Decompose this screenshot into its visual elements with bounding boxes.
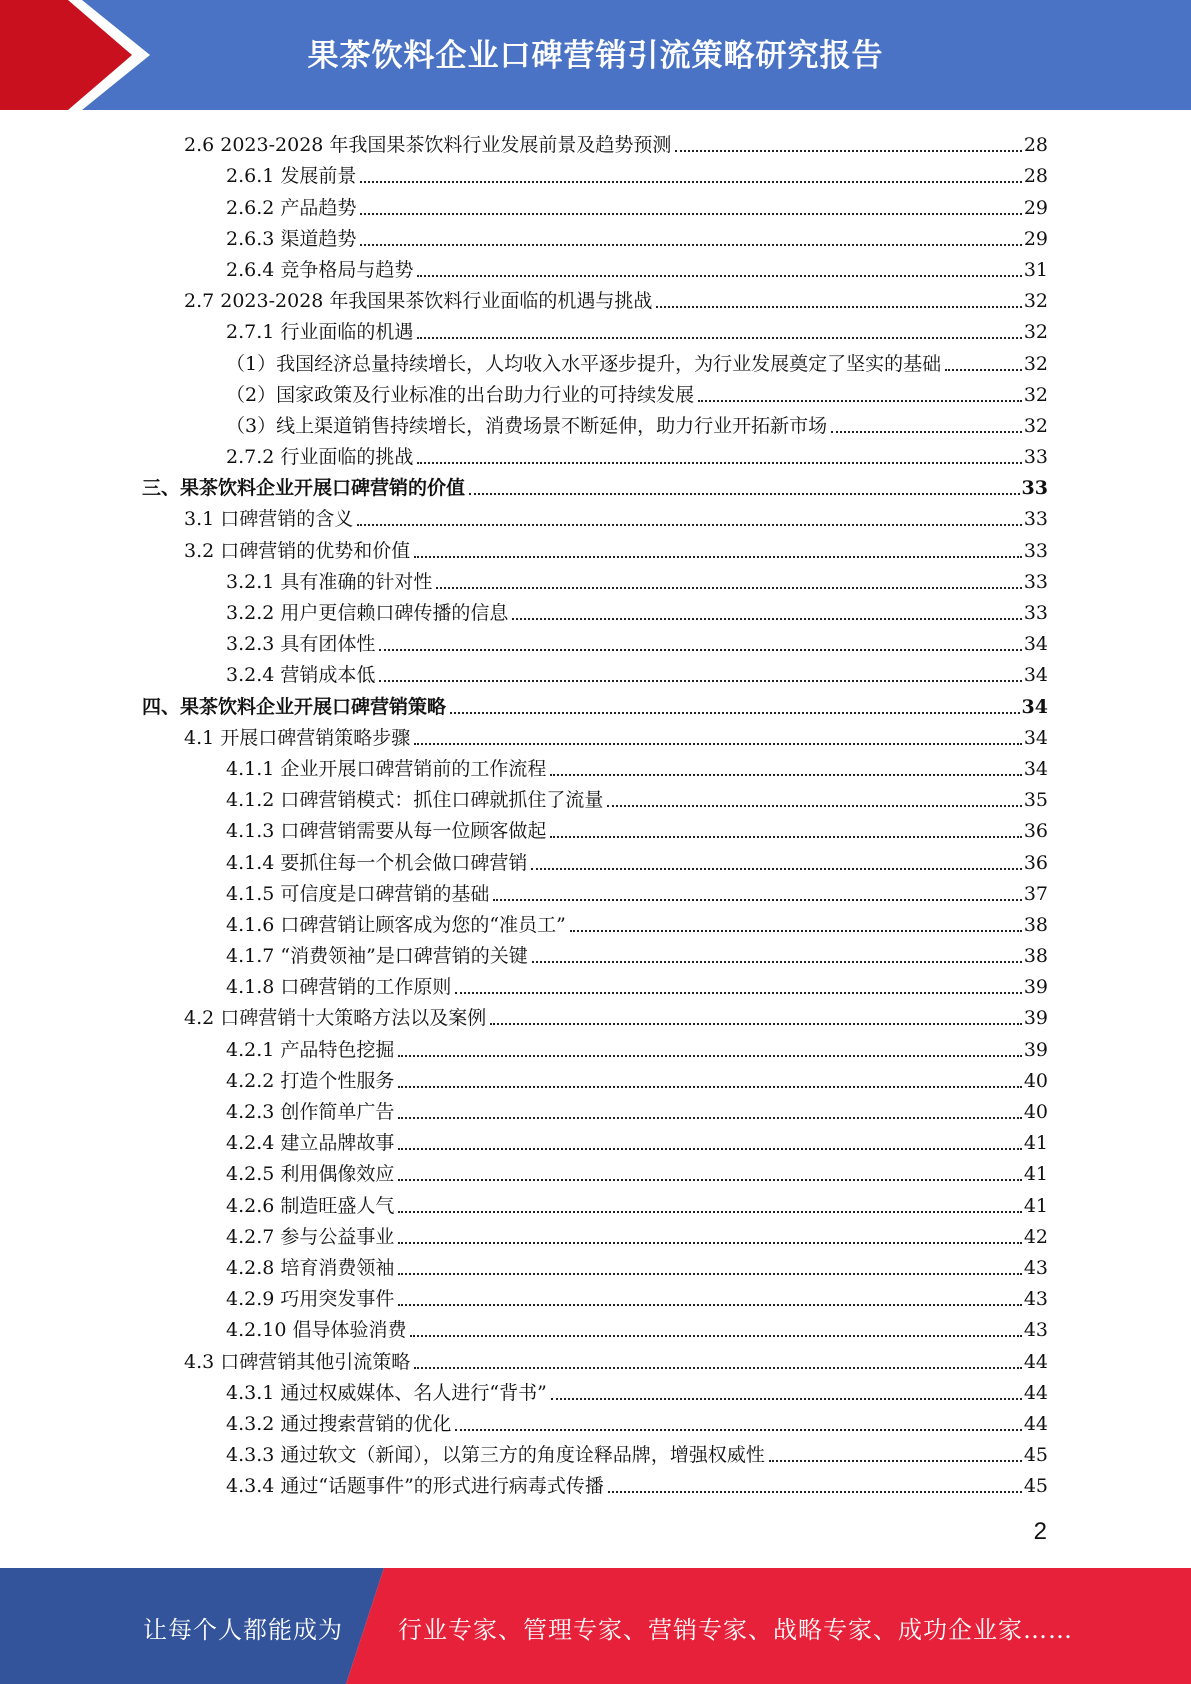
toc-entry[interactable] (142, 313, 1048, 344)
toc-entry-page: 43 (1023, 1319, 1048, 1342)
toc-entry[interactable] (142, 968, 1048, 999)
toc-dot-leader (417, 337, 1021, 339)
toc-entry-title: 4.1.8 口碑营销的工作原则 (226, 976, 452, 999)
toc-entry-title: 4.2.8 培育消费领袖 (226, 1256, 395, 1279)
toc-entry[interactable] (142, 1249, 1048, 1280)
toc-entry[interactable] (142, 438, 1048, 469)
toc-dot-leader (417, 275, 1021, 277)
toc-entry-page: 28 (1023, 165, 1048, 188)
toc-entry-title: 3.2.1 具有准确的针对性 (226, 570, 433, 593)
toc-entry-page: 43 (1023, 1288, 1048, 1311)
toc-entry-title: 2.7.1 行业面临的机遇 (226, 321, 414, 344)
toc-entry[interactable] (142, 563, 1048, 594)
toc-dot-leader (398, 1179, 1021, 1181)
toc-entry[interactable] (142, 750, 1048, 781)
toc-entry[interactable] (142, 1311, 1048, 1342)
toc-entry-page: 33 (1023, 508, 1048, 531)
toc-dot-leader (656, 306, 1021, 308)
toc-entry-title: （1）我国经济总量持续增长，人均收入水平逐步提升，为行业发展奠定了坚实的基础 (226, 352, 942, 375)
toc-entry[interactable] (142, 937, 1048, 968)
toc-dot-leader (410, 1335, 1021, 1337)
table-of-contents (142, 126, 1048, 1498)
toc-dot-leader (469, 493, 1020, 495)
toc-entry-title: 2.7.2 行业面临的挑战 (226, 446, 414, 469)
toc-entry-page: 41 (1023, 1132, 1048, 1155)
toc-entry-page: 34 (1023, 757, 1048, 780)
toc-dot-leader (398, 1273, 1021, 1275)
toc-entry-page: 32 (1023, 414, 1048, 437)
toc-dot-leader (550, 774, 1021, 776)
toc-entry-title: （2）国家政策及行业标准的出台助力行业的可持续发展 (226, 383, 695, 406)
toc-entry-page: 38 (1023, 913, 1048, 936)
toc-entry-title: 4.3.1 通过权威媒体、名人进行“背书” (226, 1381, 547, 1404)
toc-dot-leader (360, 213, 1021, 215)
toc-entry[interactable] (142, 843, 1048, 874)
toc-entry[interactable] (142, 500, 1048, 531)
toc-entry[interactable] (142, 1374, 1048, 1405)
toc-entry-page: 44 (1023, 1381, 1048, 1404)
toc-dot-leader (414, 556, 1022, 558)
toc-dot-leader (398, 1242, 1021, 1244)
toc-entry[interactable] (142, 687, 1048, 718)
toc-entry[interactable] (142, 220, 1048, 251)
toc-dot-leader (769, 1460, 1022, 1462)
toc-entry-page: 29 (1023, 227, 1048, 250)
toc-entry-page: 39 (1023, 976, 1048, 999)
toc-entry[interactable] (142, 1436, 1048, 1467)
toc-entry-title: 4.2.1 产品特色挖掘 (226, 1038, 395, 1061)
toc-dot-leader (398, 1304, 1021, 1306)
toc-dot-leader (550, 836, 1021, 838)
toc-entry-title: 4.3.2 通过搜索营销的优化 (226, 1412, 452, 1435)
toc-entry-title: 3.2.3 具有团体性 (226, 633, 376, 656)
toc-entry-page: 33 (1023, 602, 1048, 624)
toc-entry-title: 2.7 2023-2028 年我国果茶饮料行业面临的机遇与挑战 (184, 290, 653, 313)
toc-entry-page: 41 (1023, 1194, 1048, 1217)
toc-entry[interactable] (142, 719, 1048, 750)
toc-entry-page: 45 (1023, 1444, 1048, 1467)
toc-dot-leader (414, 743, 1022, 745)
toc-dot-leader (490, 1023, 1022, 1025)
footer-slogan-right: 行业专家、管理专家、营销专家、战略专家、成功企业家…… (398, 1616, 1073, 1644)
toc-entry[interactable] (142, 1062, 1048, 1093)
toc-entry-title: 4.2.4 建立品牌故事 (226, 1132, 395, 1155)
toc-dot-leader (607, 805, 1021, 807)
toc-entry-title: 4.2.9 巧用突发事件 (226, 1288, 395, 1311)
toc-entry[interactable] (142, 1155, 1048, 1186)
toc-dot-leader (531, 868, 1021, 870)
toc-dot-leader (360, 181, 1021, 183)
toc-entry-title: 三、果茶饮料企业开展口碑营销的价值 (142, 477, 466, 500)
toc-dot-leader (414, 1367, 1022, 1369)
toc-entry-page: 37 (1023, 882, 1048, 905)
toc-dot-leader (379, 649, 1021, 651)
toc-entry-page: 33 (1023, 539, 1048, 562)
toc-entry[interactable] (142, 469, 1048, 500)
toc-entry[interactable] (142, 999, 1048, 1030)
toc-dot-leader (532, 961, 1022, 963)
toc-entry[interactable] (142, 1186, 1048, 1217)
toc-dot-leader (398, 1117, 1021, 1119)
toc-dot-leader (831, 431, 1022, 433)
toc-entry-title: 4.2.3 创作简单广告 (226, 1101, 395, 1123)
toc-entry-page: 40 (1023, 1101, 1048, 1123)
toc-entry-page: 44 (1023, 1350, 1048, 1373)
toc-entry-page: 39 (1023, 1007, 1048, 1030)
toc-dot-leader (455, 1429, 1021, 1431)
toc-entry-page: 42 (1023, 1225, 1048, 1248)
toc-entry-page: 29 (1023, 196, 1048, 219)
toc-entry[interactable] (142, 282, 1048, 313)
toc-entry[interactable] (142, 1342, 1048, 1373)
toc-entry[interactable] (142, 251, 1048, 282)
toc-entry-title: 3.2.4 营销成本低 (226, 664, 376, 687)
toc-dot-leader (360, 244, 1021, 246)
toc-entry[interactable] (142, 344, 1048, 375)
toc-entry[interactable] (142, 656, 1048, 687)
toc-entry-title: 4.2.6 制造旺盛人气 (226, 1194, 395, 1217)
toc-entry-page: 32 (1023, 290, 1048, 313)
toc-entry-page: 36 (1023, 851, 1048, 874)
toc-entry-title: 4.3 口碑营销其他引流策略 (184, 1350, 411, 1373)
toc-entry-title: 4.1.2 口碑营销模式：抓住口碑就抓住了流量 (226, 789, 604, 812)
toc-entry-page: 33 (1023, 446, 1048, 469)
toc-entry-page: 45 (1023, 1475, 1048, 1498)
toc-entry-page: 34 (1023, 664, 1048, 687)
toc-entry-page: 34 (1021, 695, 1048, 718)
toc-entry-page: 35 (1023, 789, 1048, 812)
toc-entry-title: 4.1.6 口碑营销让顾客成为您的“准员工” (226, 913, 566, 936)
toc-entry-title: 3.1 口碑营销的含义 (184, 508, 354, 531)
toc-dot-leader (357, 524, 1022, 526)
toc-entry-title: 3.2.2 用户更信赖口碑传播的信息 (226, 602, 509, 624)
toc-dot-leader (698, 400, 1022, 402)
toc-dot-leader (436, 587, 1021, 589)
toc-entry-title: 4.3.3 通过软文（新闻），以第三方的角度诠释品牌，增强权威性 (226, 1444, 765, 1467)
toc-entry-page: 33 (1021, 477, 1048, 500)
toc-entry-page: 31 (1023, 258, 1048, 281)
toc-entry-title: 4.1 开展口碑营销策略步骤 (184, 726, 411, 749)
toc-entry[interactable] (142, 875, 1048, 906)
toc-entry-title: 2.6.2 产品趋势 (226, 196, 357, 219)
toc-entry-title: 2.6.3 渠道趋势 (226, 227, 357, 250)
toc-entry-title: 四、果茶饮料企业开展口碑营销策略 (142, 695, 447, 718)
toc-entry[interactable] (142, 1280, 1048, 1311)
toc-entry-title: 3.2 口碑营销的优势和价值 (184, 539, 411, 562)
toc-entry-title: 4.2.5 利用偶像效应 (226, 1163, 395, 1186)
toc-entry-page: 28 (1023, 134, 1048, 157)
toc-entry-page: 32 (1023, 383, 1048, 406)
toc-entry-page: 40 (1023, 1069, 1048, 1092)
toc-entry-title: 4.2.10 倡导体验消费 (226, 1319, 407, 1342)
toc-entry[interactable] (142, 188, 1048, 219)
toc-entry[interactable] (142, 407, 1048, 438)
toc-entry-title: 2.6.4 竞争格局与趋势 (226, 258, 414, 281)
toc-entry-page: 41 (1023, 1163, 1048, 1186)
toc-entry-page: 38 (1023, 945, 1048, 968)
footer-slogan-left: 让每个人都能成为 (143, 1616, 343, 1644)
toc-entry[interactable] (142, 1218, 1048, 1249)
toc-entry-page: 36 (1023, 820, 1048, 843)
toc-entry-title: （3）线上渠道销售持续增长，消费场景不断延伸，助力行业开拓新市场 (226, 414, 828, 437)
toc-entry-page: 32 (1023, 321, 1048, 344)
toc-entry-page: 39 (1023, 1038, 1048, 1061)
toc-entry[interactable] (142, 531, 1048, 562)
toc-entry-title: 4.1.1 企业开展口碑营销前的工作流程 (226, 757, 547, 780)
toc-dot-leader (417, 462, 1021, 464)
toc-entry-title: 4.1.5 可信度是口碑营销的基础 (226, 882, 490, 905)
toc-entry-page: 33 (1023, 570, 1048, 593)
toc-dot-leader (379, 680, 1021, 682)
toc-dot-leader (608, 1491, 1022, 1493)
toc-entry-title: 4.1.4 要抓住每一个机会做口碑营销 (226, 851, 528, 874)
toc-entry-page: 34 (1023, 633, 1048, 656)
toc-entry[interactable] (142, 812, 1048, 843)
toc-entry[interactable] (142, 594, 1048, 625)
toc-entry[interactable] (142, 1124, 1048, 1155)
toc-entry-title: 4.2 口碑营销十大策略方法以及案例 (184, 1007, 487, 1030)
toc-entry-page: 43 (1023, 1256, 1048, 1279)
toc-entry[interactable] (142, 376, 1048, 407)
toc-entry[interactable] (142, 625, 1048, 656)
page-number: 2 (1033, 1518, 1047, 1545)
toc-entry-title: 4.2.7 参与公益事业 (226, 1225, 395, 1248)
toc-entry-page: 32 (1023, 352, 1048, 375)
toc-entry[interactable] (142, 1030, 1048, 1061)
toc-entry-title: 2.6.1 发展前景 (226, 165, 357, 188)
toc-entry-title: 4.1.7 “消费领袖”是口碑营销的关键 (226, 945, 528, 968)
toc-dot-leader (512, 618, 1021, 620)
toc-entry[interactable] (142, 906, 1048, 937)
toc-entry[interactable] (142, 1093, 1048, 1124)
toc-entry[interactable] (142, 781, 1048, 812)
toc-entry-page: 34 (1023, 726, 1048, 749)
page-header (0, 0, 1191, 110)
toc-dot-leader (675, 150, 1021, 152)
toc-entry-title: 4.1.3 口碑营销需要从每一位顾客做起 (226, 820, 547, 843)
toc-entry[interactable] (142, 126, 1048, 157)
toc-entry[interactable] (142, 1405, 1048, 1436)
toc-dot-leader (398, 1055, 1021, 1057)
toc-dot-leader (450, 712, 1020, 714)
page-footer (0, 1568, 1191, 1684)
toc-dot-leader (570, 930, 1022, 932)
toc-dot-leader (398, 1086, 1021, 1088)
toc-entry[interactable] (142, 1467, 1048, 1498)
toc-dot-leader (398, 1211, 1021, 1213)
toc-entry-title: 2.6 2023-2028 年我国果茶饮料行业发展前景及趋势预测 (184, 134, 672, 157)
toc-entry-title: 4.2.2 打造个性服务 (226, 1069, 395, 1092)
toc-dot-leader (493, 899, 1021, 901)
toc-dot-leader (551, 1398, 1022, 1400)
toc-entry[interactable] (142, 157, 1048, 188)
toc-entry-page: 44 (1023, 1412, 1048, 1435)
toc-dot-leader (945, 369, 1022, 371)
toc-dot-leader (398, 1148, 1021, 1150)
toc-entry-title: 4.3.4 通过“话题事件”的形式进行病毒式传播 (226, 1475, 604, 1498)
report-title: 果茶饮料企业口碑营销引流策略研究报告 (307, 38, 884, 74)
toc-dot-leader (455, 992, 1021, 994)
